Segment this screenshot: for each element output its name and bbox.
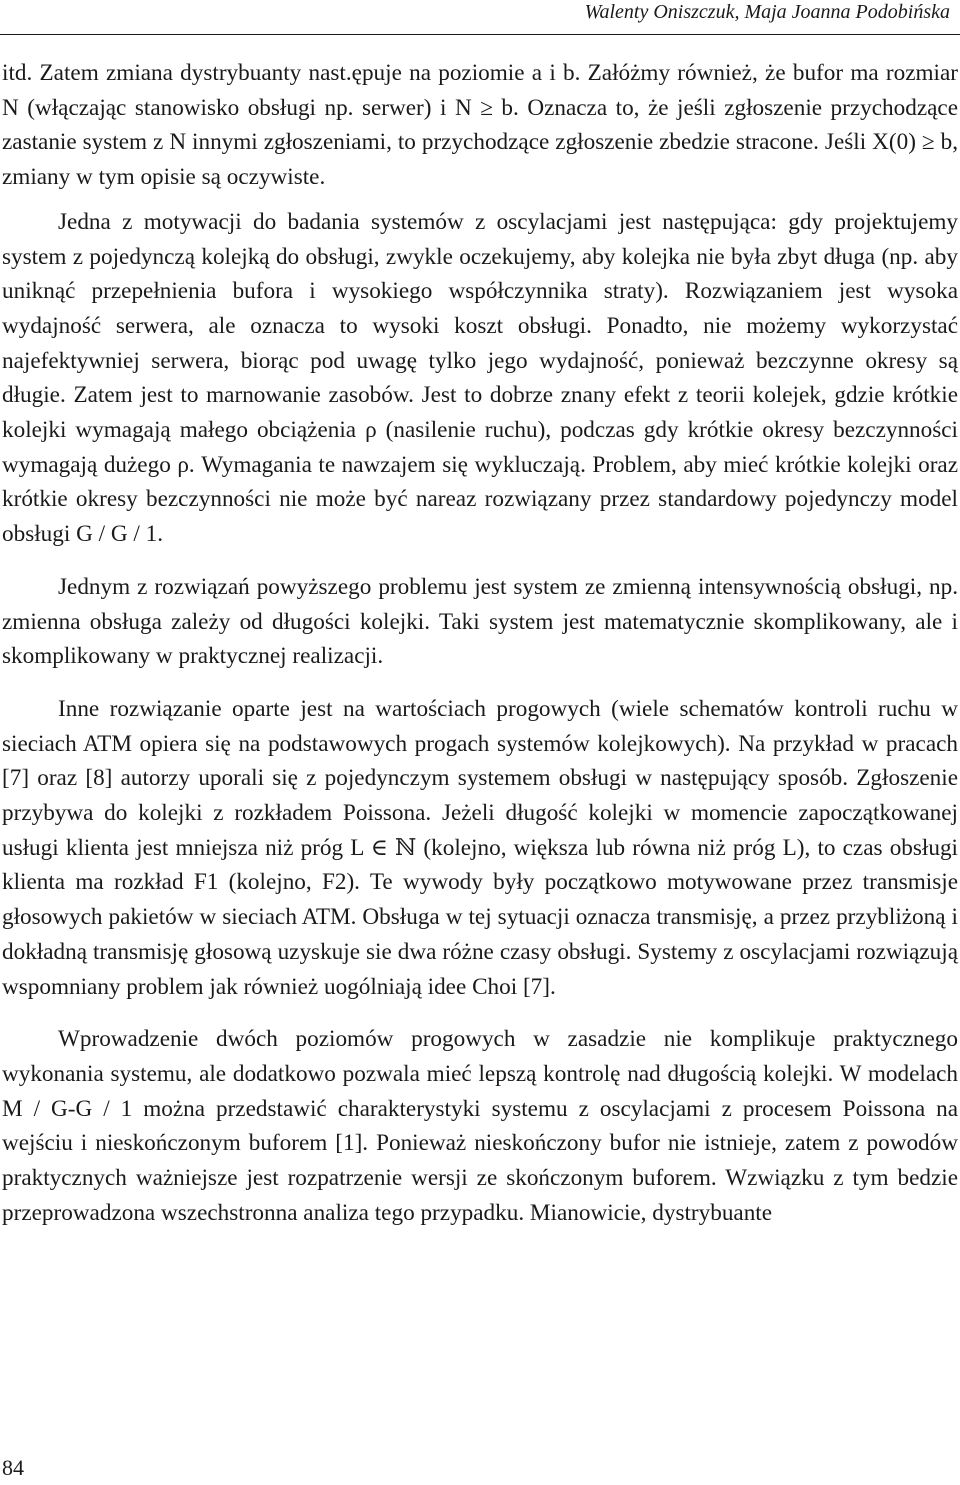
body-text	[2, 56, 958, 1231]
paragraph: Wprowadzenie dwóch poziomów progowych w zasadzie nie komplikuje praktycznego wykonania systemu, ale dodatkowo pozwala mieć lepszą kontrolę nad długością kolejki. W modelach M / G-G / 1 można przedstawić charakterystyki systemu z oscylacjami z procesem Poissona na wejściu i nieskończonym buforem [1]. Ponieważ nieskończony bufor nie istnieje, zatem z powodów praktycznych ważniejsze jest rozpatrzenie wersji ze skończonym buforem. Wzwiązku z tym bedzie przeprowadzona wszechstronna analiza tego przypadku. Mianowicie, dystrybuante	[2, 1026, 958, 1226]
paragraph: Inne rozwiązanie oparte jest na wartościach progowych (wiele schematów kontroli ruchu w sieciach ATM opiera się na podstawowych progach systemów kolejkowych). Na przykład w pracach [7] oraz [8] autorzy uporali się z pojedynczym systemem obsługi w następujący sposób. Zgłoszenie przybywa do kolejki z rozkładem Poissona. Jeżeli długość kolejki w momencie zapoczątkowanej usługi klienta jest mniejsza niż próg L ∈ ℕ (kolejno, większa lub równa niż próg L), to czas obsługi klienta ma rozkład F1 (kolejno, F2). Te wywody były początkowo motywowane przez transmisje głosowych pakietów w sieciach ATM. Obsługa w tej sytuacji oznacza transmisję, a przez przybliżoną i dokładną transmisję głosową uzyskuje sie dwa różne czasy obsługi. Systemy z oscylacjami rozwiązują wspomniany problem jak również uogólniają idee Choi [7].	[2, 695, 958, 1000]
running-header: Walenty Oniszczuk, Maja Joanna Podobińska	[584, 1, 950, 23]
paragraph: itd. Zatem zmiana dystrybuanty nast.ępuje na poziomie a i b. Załóżmy również, że bufor ma rozmiar N (włączając stanowisko obsługi np. serwer) i N ≥ b. Oznacza to, że jeśli zgłoszenie przychodzące zastanie system z N innymi zgłoszeniami, to przychodzące zgłoszenie zbedzie stracone. Jeśli X(0) ≥ b, zmiany w tym opisie są oczywiste.	[2, 60, 958, 191]
paragraph: Jednym z rozwiązań powyższego problemu jest system ze zmienną intensywnością obsługi, np. zmienna obsługa zależy od długości kolejki. Taki system jest matematycznie skomplikowany, ale i skomplikowany w praktycznej realizacji.	[2, 573, 958, 670]
header-rule	[0, 34, 960, 35]
page-number: 84	[2, 1455, 24, 1480]
paragraph: Jedna z motywacji do badania systemów z oscylacjami jest następująca: gdy projektujemy system z pojedynczą kolejką do obsługi, zwykle oczekujemy, aby kolejka nie była zbyt długa (np. aby uniknąć przepełnienia bufora i wysokiego współczynnika straty). Rozwiązaniem jest wysoka wydajność serwera, ale oznacza to wysoki koszt obsługi. Ponadto, nie możemy wykorzystać najefektywniej serwera, biorąc pod uwagę tylko jego wydajność, ponieważ bezczynne okresy są długie. Zatem jest to marnowanie zasobów. Jest to dobrze znany efekt z teorii kolejek, gdzie krótkie kolejki wymagają małego obciążenia ρ (nasilenie ruchu), podczas gdy krótkie okresy bezczynności wymagają dużego ρ. Wymagania te nawzajem się wykluczają. Problem, aby mieć krótkie kolejki oraz krótkie okresy bezczynności nie może być nareaz rozwiązany przez standardowy pojedynczy model obsługi G / G / 1.	[2, 208, 958, 548]
